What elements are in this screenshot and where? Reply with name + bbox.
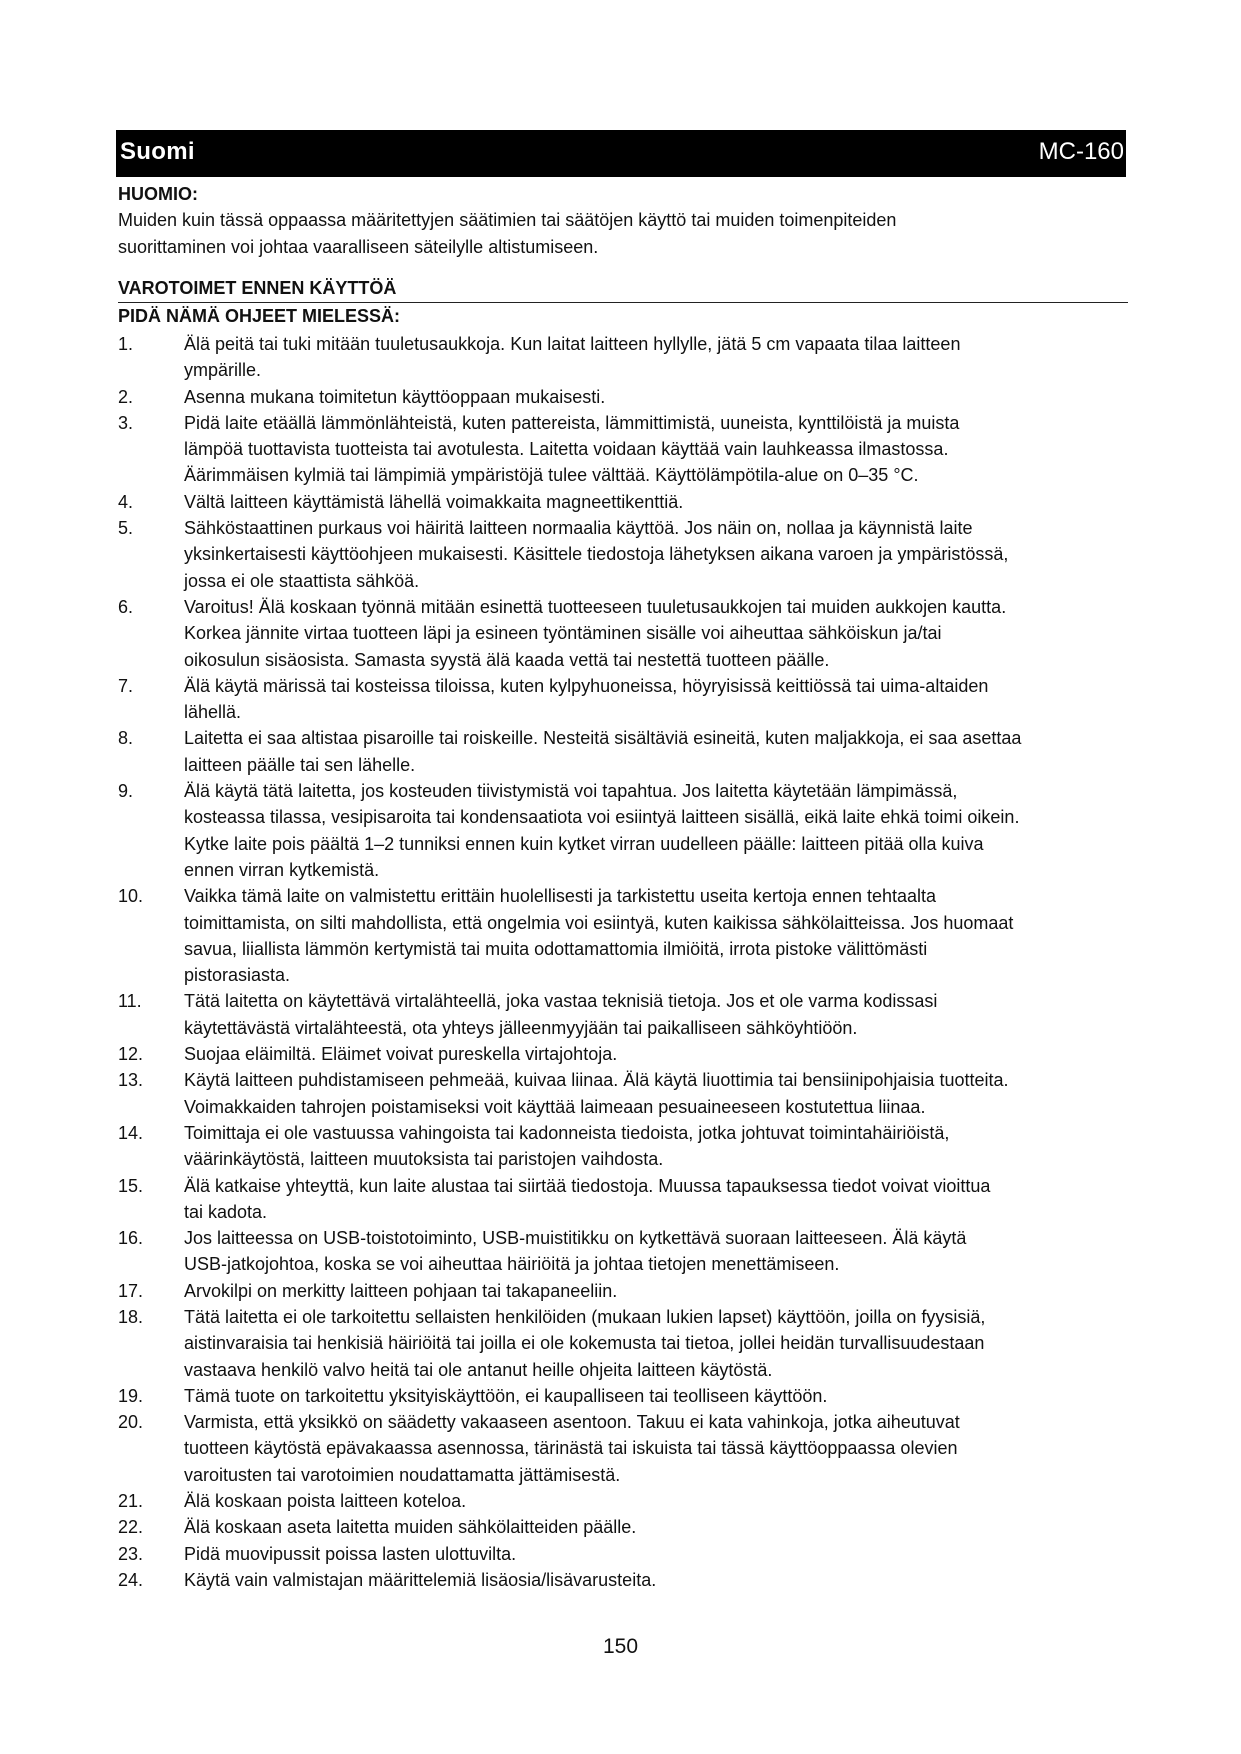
list-item-line: Älä koskaan poista laitteen koteloa. xyxy=(184,1491,467,1512)
list-item-line: Asenna mukana toimitetun käyttöoppaan mukaisesti. xyxy=(184,386,606,407)
list-item-line: yksinkertaisesti käyttöohjeen mukaisesti. Käsittele tiedostoja lähetyksen aikana varoen ja ympäristössä, xyxy=(184,544,1009,565)
list-item-line: Äärimmäisen kylmiä tai lämpimiä ympäristöjä tulee välttää. Käyttölämpötila-alue on 0–35 °C. xyxy=(184,465,919,486)
list-item-line: tai kadota. xyxy=(184,1201,268,1222)
list-item-line: toimittamista, on silti mahdollista, että ongelmia voi esiintyä, kuten kaikissa sähkölaitteissa. Jos huomaat xyxy=(184,912,1014,933)
list-item-line: Laitetta ei saa altistaa pisaroille tai roiskeille. Nesteitä sisältäviä esineitä, kuten maljakkoja, ei saa asettaa xyxy=(184,728,1022,749)
precautions-list xyxy=(118,331,1138,1593)
list-item-number: 23. xyxy=(118,1543,144,1564)
list-item-line: Vaikka tämä laite on valmistettu erittäin huolellisesti ja tarkistettu useita kertoja ennen tehtaalta xyxy=(184,886,937,907)
list-item xyxy=(118,1488,1138,1514)
list-item-number: 11. xyxy=(118,991,142,1012)
list-item xyxy=(118,988,1138,1041)
notice-line: Muiden kuin tässä oppaassa määritettyjen säätimien tai säätöjen käyttö tai muiden toimenpiteiden xyxy=(118,210,897,230)
list-item-line: tuotteen käytöstä epävakaassa asennossa, tärinästä tai iskuista tai tässä käyttöoppaassa olevien xyxy=(184,1438,958,1459)
list-item-line: oikosulun sisäosista. Samasta syystä älä kaada vettä tai nestettä tuotteen päälle. xyxy=(184,649,830,670)
list-item xyxy=(118,1409,1138,1488)
list-item xyxy=(118,489,1138,515)
list-item-line: varoitusten tai varotoimien noudattamatta jättämisestä. xyxy=(184,1464,621,1485)
list-item-line: ennen virran kytkemistä. xyxy=(184,859,380,880)
list-item-line: Tätä laitetta on käytettävä virtalähteellä, joka vastaa teknisiä tietoja. Jos et ole varma kodissasi xyxy=(184,991,938,1012)
list-item xyxy=(118,1514,1138,1540)
list-item-line: savua, liiallista lämmön kertymistä tai muita odottamattomia ilmiöitä, irrota pistoke välittömästi xyxy=(184,938,928,959)
list-item xyxy=(118,1278,1138,1304)
list-item-line: Varmista, että yksikkö on säädetty vakaaseen asentoon. Takuu ei kata vahinkoja, jotka aiheutuvat xyxy=(184,1412,960,1433)
list-item xyxy=(118,1173,1138,1226)
list-item xyxy=(118,1304,1138,1383)
list-item-line: Varoitus! Älä koskaan työnnä mitään esinettä tuotteeseen tuuletusaukkojen tai muiden aukkojen kautta. xyxy=(184,596,1007,617)
list-item xyxy=(118,594,1138,673)
list-item-number: 10. xyxy=(118,886,144,907)
list-item-number: 7. xyxy=(118,675,134,696)
list-item-line: väärinkäytöstä, laitteen muutoksista tai paristojen vaihdosta. xyxy=(184,1149,664,1170)
list-item-line: lähellä. xyxy=(184,702,242,723)
list-item-number: 19. xyxy=(118,1385,144,1406)
list-item-line: Pidä laite etäällä lämmönlähteistä, kuten pattereista, lämmittimistä, uuneista, kynttilöistä ja muista xyxy=(184,412,960,433)
list-item-line: pistorasiasta. xyxy=(184,965,291,986)
list-item-line: Käytä vain valmistajan määrittelemiä lisäosia/lisävarusteita. xyxy=(184,1569,657,1590)
list-item-number: 24. xyxy=(118,1569,144,1590)
list-item-number: 3. xyxy=(118,412,134,433)
list-item xyxy=(118,673,1138,726)
list-item-line: Älä peitä tai tuki mitään tuuletusaukkoja. Kun laitat laitteen hyllylle, jätä 5 cm vapaata tilaa laitteen xyxy=(184,334,961,354)
list-item-line: Käytä laitteen puhdistamiseen pehmeää, kuivaa liinaa. Älä käytä liuottimia tai bensiinipohjaisia tuotteita. xyxy=(184,1070,1009,1091)
notice-line: suorittaminen voi johtaa vaaralliseen säteilylle altistumiseen. xyxy=(118,236,599,257)
header-language: Suomi xyxy=(120,138,195,165)
section-subtitle: PIDÄ NÄMÄ OHJEET MIELESSÄ: xyxy=(118,302,1128,329)
list-item xyxy=(118,410,1138,489)
list-item-line: Kytke laite pois päältä 1–2 tunniksi ennen kuin kytket virran uudelleen päälle: laitteen pitää olla kuiva xyxy=(184,833,984,854)
list-item-line: vastaava henkilö valvo heitä tai ole antanut heille ohjeita laitteen käytöstä. xyxy=(184,1359,773,1380)
list-item-number: 16. xyxy=(118,1228,144,1249)
list-item-number: 1. xyxy=(118,334,134,354)
list-item-line: Arvokilpi on merkitty laitteen pohjaan tai takapaneeliin. xyxy=(184,1280,618,1301)
list-item xyxy=(118,1383,1138,1409)
header-model: MC-160 xyxy=(1038,138,1124,165)
list-item-line: Jos laitteessa on USB-toistotoiminto, USB-muistitikku on kytkettävä suoraan laitteeseen. Älä käytä xyxy=(184,1228,967,1249)
list-item-number: 13. xyxy=(118,1070,144,1091)
list-item-line: Sähköstaattinen purkaus voi häiritä laitteen normaalia käyttöä. Jos näin on, nollaa ja käynnistä laite xyxy=(184,518,973,539)
list-item-number: 5. xyxy=(118,518,134,539)
list-item-number: 14. xyxy=(118,1122,144,1143)
notice-block xyxy=(118,181,1128,260)
list-item xyxy=(118,725,1138,778)
list-item-line: kosteassa tilassa, vesipisaroita tai kondensaatiota voi esiintyä laitteen sisällä, eikä laite ehkä toimi oikein. xyxy=(184,807,1020,828)
list-item-line: Voimakkaiden tahrojen poistamiseksi voit käyttää laimeaan pesuaineeseen kostutettua liinaa. xyxy=(184,1096,926,1117)
list-item-number: 4. xyxy=(118,491,134,512)
list-item-line: ympärille. xyxy=(184,360,262,381)
list-item-line: Älä käytä märissä tai kosteissa tiloissa, kuten kylpyhuoneissa, höyryisissä keittiössä tai uima-altaiden xyxy=(184,675,989,696)
list-item xyxy=(118,515,1138,594)
list-item xyxy=(118,384,1138,410)
list-item-number: 20. xyxy=(118,1412,144,1433)
list-item xyxy=(118,1067,1138,1120)
list-item-line: aistinvaraisia tai henkisiä häiriöitä tai joilla ei ole kokemusta tai tietoa, jollei heidän turvallisuudestaan xyxy=(184,1333,985,1354)
list-item-line: Tämä tuote on tarkoitettu yksityiskäyttöön, ei kaupalliseen tai teolliseen käyttöön. xyxy=(184,1385,828,1406)
list-item-line: USB-jatkojohtoa, koska se voi aiheuttaa häiriöitä ja johtaa tietojen menettämiseen. xyxy=(184,1254,840,1275)
list-item-number: 18. xyxy=(118,1306,144,1327)
notice-body xyxy=(118,207,1058,260)
list-item-number: 8. xyxy=(118,728,134,749)
list-item-line: Älä koskaan aseta laitetta muiden sähkölaitteiden päälle. xyxy=(184,1517,637,1538)
list-item-number: 6. xyxy=(118,596,134,617)
list-item-line: Korkea jännite virtaa tuotteen läpi ja esineen työntäminen sisälle voi aiheuttaa sähköiskun ja/tai xyxy=(184,623,942,644)
list-item xyxy=(118,1041,1138,1067)
list-item xyxy=(118,1120,1138,1173)
list-item-line: Vältä laitteen käyttämistä lähellä voimakkaita magneettikenttiä. xyxy=(184,491,684,512)
notice-title: HUOMIO: xyxy=(118,184,198,204)
list-item-line: Suojaa eläimiltä. Eläimet voivat pureskella virtajohtoja. xyxy=(184,1044,618,1065)
list-item-number: 17. xyxy=(118,1280,144,1301)
page-number: 150 xyxy=(602,1635,639,1658)
section-title: VAROTOIMET ENNEN KÄYTTÖÄ xyxy=(118,278,397,298)
list-item-line: Toimittaja ei ole vastuussa vahingoista tai kadonneista tiedoista, jotka johtuvat toimintahäiriöistä, xyxy=(184,1122,950,1143)
list-item-line: käytettävästä virtalähteestä, ota yhteys jälleenmyyjään tai paikalliseen sähköyhtiöön. xyxy=(184,1017,858,1038)
list-item xyxy=(118,1567,1138,1593)
list-item-number: 21. xyxy=(118,1491,144,1512)
header-bar xyxy=(116,130,1126,177)
list-item-number: 9. xyxy=(118,781,134,802)
list-item-line: Älä käytä tätä laitetta, jos kosteuden tiivistymistä voi tapahtua. Jos laitetta käytetään lämpimässä, xyxy=(184,781,958,802)
list-item-number: 22. xyxy=(118,1517,144,1538)
list-item xyxy=(118,1541,1138,1567)
list-item xyxy=(118,1225,1138,1278)
list-item-line: Pidä muovipussit poissa lasten ulottuvilta. xyxy=(184,1543,517,1564)
list-item-number: 12. xyxy=(118,1044,144,1065)
list-item-number: 15. xyxy=(118,1175,144,1196)
list-item-line: lämpöä tuottavista tuotteista tai avotulesta. Laitetta voidaan käyttää vain lauhkeassa ilmastossa. xyxy=(184,439,949,460)
list-item xyxy=(118,778,1138,883)
list-item-line: laitteen päälle tai sen lähelle. xyxy=(184,754,416,775)
list-item-line: Älä katkaise yhteyttä, kun laite alustaa tai siirtää tiedostoja. Muussa tapauksessa tiedot voivat vioittua xyxy=(184,1175,991,1196)
list-item xyxy=(118,883,1138,988)
list-item-number: 2. xyxy=(118,386,134,407)
list-item xyxy=(118,331,1138,384)
list-item-line: jossa ei ole staattista sähköä. xyxy=(184,570,420,591)
list-item-line: Tätä laitetta ei ole tarkoitettu sellaisten henkilöiden (mukaan lukien lapset) käyttöön, joilla on fyysisiä, xyxy=(184,1306,986,1327)
